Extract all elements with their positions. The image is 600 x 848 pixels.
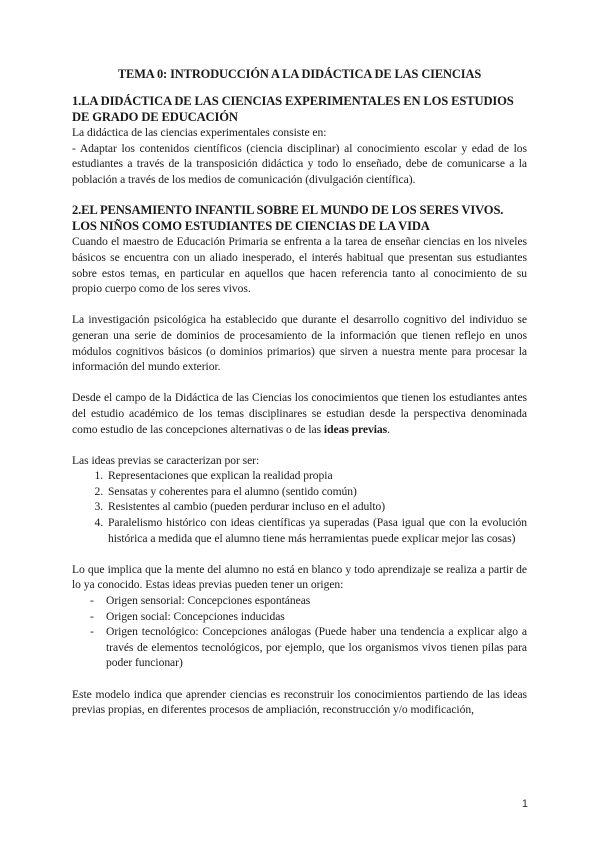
section-2-paragraph-1: Cuando el maestro de Educación Primaria se enfrenta a la tarea de enseñar ciencias en los niveles básicos se encuentra con un aliado inesperado, el interés habitual que presentan sus estudiantes sobre estos temas, en particular en aquellos que hacen referencia tanto al conocimiento de su propio cuerpo como de los seres vivos.: [72, 235, 527, 296]
list-item: [72, 593, 527, 609]
section-1-intro: La didáctica de las ciencias experimentales consiste en:: [72, 126, 327, 139]
dash-marker: -: [90, 625, 94, 639]
list-item: [72, 609, 527, 625]
page-title: TEMA 0: INTRODUCCIÓN A LA DIDÁCTICA DE LAS CIENCIAS: [117, 67, 482, 81]
characteristics-list: [72, 468, 527, 546]
origin-text: Origen tecnológico: Concepciones análogas (Puede haber una tendencia a explicar algo a través de elementos tecnológicos, por ejemplo, que los organismos vivos tienen pilas para poder funcionar): [106, 625, 527, 670]
page-number: 1: [521, 798, 528, 810]
paragraph-3-text: Desde el campo de la Didáctica de las Ciencias los conocimientos que tienen los estudiantes antes del estudio académico de los temas disciplinares se estudian desde la perspectiva denominada como estudio de las concepciones alternativas o de las: [72, 391, 527, 436]
section-2-paragraph-2: La investigación psicológica ha establecido que durante el desarrollo cognitivo del individuo se generan una serie de dominios de procesamiento de la información que tienen reflejo en unos módulos cognitivos básicos (o dominios primarios) que sirven a nuestra mente para procesar la información del mundo exterior.: [72, 313, 527, 374]
origins-list: [72, 593, 527, 671]
origin-text: Origen social: Concepciones inducidas: [106, 609, 285, 623]
list-item: 4. Paralelismo histórico con ideas científicas ya superadas (Pasa igual que con la evolución histórica a medida que el alumno tiene más herramientas puede explicar mejor las cosas): [106, 515, 527, 546]
section-2-paragraph-5: Este modelo indica que aprender ciencias es reconstruir los conocimientos partiendo de las ideas previas propias, en diferentes procesos de ampliación, reconstrucción y/o modificación,: [72, 687, 527, 717]
document-page: [72, 66, 527, 718]
ideas-previas-bold: ideas previas: [323, 422, 388, 436]
dash-marker: -: [90, 609, 94, 623]
paragraph-3-end: .: [387, 422, 390, 436]
dash-marker: -: [90, 594, 94, 608]
list-item: 3. Resistentes al cambio (pueden perdurar incluso en el adulto): [106, 499, 527, 515]
section-2-paragraph-3: [72, 390, 527, 437]
section-1-heading: 1.LA DIDÁCTICA DE LAS CIENCIAS EXPERIMENTALES EN LOS ESTUDIOS DE GRADO DE EDUCACIÓN: [72, 94, 514, 124]
list-item: 2. Sensatas y coherentes para el alumno (sentido común): [106, 484, 527, 500]
list-intro: Las ideas previas se caracterizan por ser:: [72, 453, 260, 467]
list-item: [72, 624, 527, 671]
origin-text: Origen sensorial: Concepciones espontáneas: [106, 594, 311, 608]
section-2-paragraph-4: Lo que implica que la mente del alumno no está en blanco y todo aprendizaje se realiza a partir de lo ya conocido. Estas ideas previas pueden tener un origen:: [72, 562, 527, 592]
list-item: 1. Representaciones que explican la realidad propia: [106, 468, 527, 484]
section-2-heading: 2.EL PENSAMIENTO INFANTIL SOBRE EL MUNDO DE LOS SERES VIVOS. LOS NIÑOS COMO ESTUDIANTES DE CIENCIAS DE LA VIDA: [72, 203, 504, 233]
section-1-bullet: - Adaptar los contenidos científicos (ciencia disciplinar) al conocimiento escolar y edad de los estudiantes a través de la transposición didáctica y todo lo enseñado, debe de comunicarse a la población a través de los medios de comunicación (divulgación científica).: [72, 141, 527, 186]
